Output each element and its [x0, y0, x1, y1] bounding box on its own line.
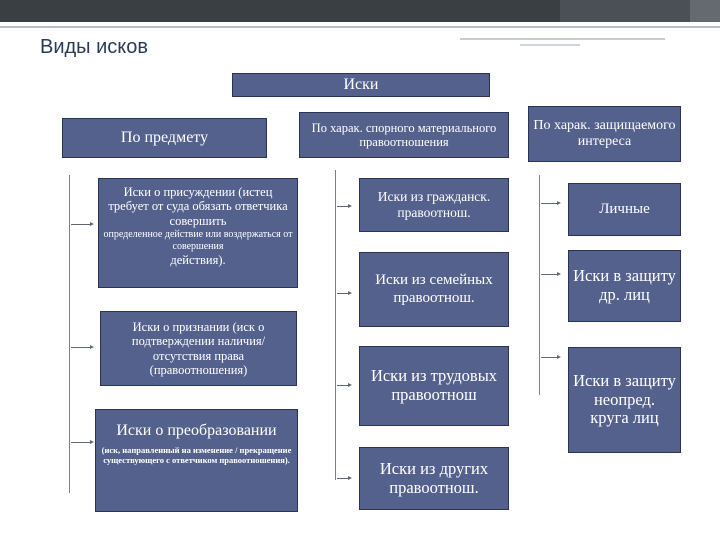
claim-type-box — [568, 250, 681, 322]
claim-type-box — [95, 409, 298, 512]
connector-arrow — [71, 442, 92, 443]
claim-type-main: Иски из других правоотнош. — [379, 458, 489, 497]
claim-type-main: Иски о преобразовании — [116, 422, 277, 439]
connector-line-col1 — [69, 175, 70, 493]
top-bar-accent-light — [690, 0, 720, 22]
claim-type-main: Иски о признании (иск о подтверждении наличия/отсутствия права (правоотношения) — [131, 319, 266, 377]
connector-line-col2 — [335, 170, 336, 480]
claim-type-box — [568, 183, 681, 236]
claim-type-box — [568, 347, 681, 453]
root-node — [232, 73, 490, 97]
divider-line — [0, 26, 720, 28]
root-node-label: Иски — [343, 75, 379, 93]
connector-arrow — [541, 203, 559, 204]
slide-title: Виды исков — [40, 36, 149, 58]
column-header-subject — [62, 118, 267, 158]
claim-type-tail: действия). — [170, 253, 226, 268]
claim-type-box — [359, 447, 509, 510]
column-header-label: По предмету — [120, 128, 209, 146]
top-bar-accent — [560, 0, 690, 22]
column-header-legal-relation — [299, 112, 509, 158]
claim-type-box — [359, 178, 509, 232]
column-header-interest — [528, 106, 681, 162]
claim-type-note: определенное действие или воздержаться от совершения — [103, 229, 293, 252]
connector-arrow — [337, 478, 350, 479]
claim-type-main: Иски из гражданск. правоотнош. — [377, 189, 491, 220]
claim-type-main: Иски о присуждении (истец требует от суда обязать ответчика совершить — [108, 185, 288, 228]
divider-line-short — [460, 38, 665, 40]
claim-type-box — [359, 252, 509, 327]
claim-type-box — [100, 311, 297, 386]
connector-arrow — [337, 293, 350, 294]
connector-arrow — [541, 357, 559, 358]
connector-arrow — [541, 274, 559, 275]
claim-type-main: Иски в защиту неопред. круга лиц — [573, 370, 676, 428]
claim-type-main: Иски в защиту др. лиц — [573, 266, 676, 304]
top-bar — [0, 0, 720, 22]
connector-line-col3 — [539, 175, 540, 395]
divider-line-shorter — [520, 44, 580, 46]
claim-type-main: Личные — [599, 200, 650, 217]
column-header-label: По харак. защищаемого интереса — [533, 117, 676, 149]
claim-type-box — [359, 346, 509, 426]
column-header-label: По харак. спорного материального правоотношения — [311, 120, 497, 149]
connector-arrow — [71, 224, 92, 225]
claim-type-main: Иски из семейных правоотнош. — [375, 272, 493, 306]
connector-arrow — [337, 206, 350, 207]
connector-arrow — [71, 347, 92, 348]
connector-arrow — [337, 385, 350, 386]
claim-type-note: (иск, направленный на изменение / прекращение существующего с ответчиком правоотношения). — [101, 445, 292, 466]
claim-type-box — [98, 178, 298, 288]
claim-type-main: Иски из трудовых правоотнош — [370, 366, 498, 404]
